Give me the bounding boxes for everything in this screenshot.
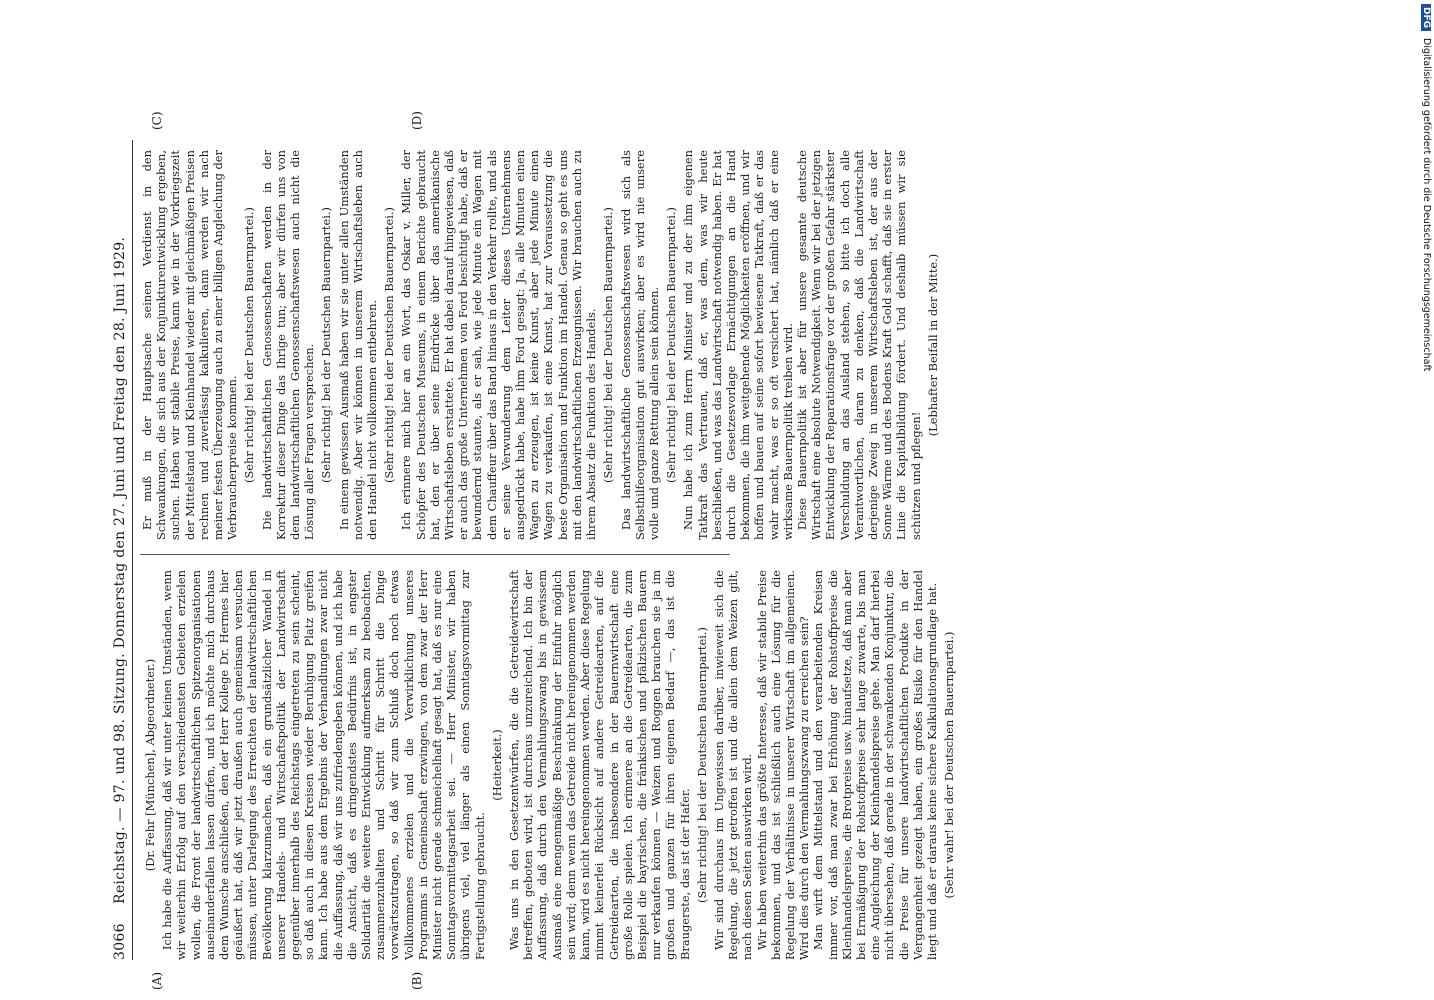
interjection: (Heiterkeit.) xyxy=(489,729,504,801)
paragraph: Wir haben weiterhin das größte Interesse, daß wir stabile Preise bekommen, und das ist schließlich auch eine Lösung für die Regelung der Verhältnisse in unserer Wirtschaft im allgemeinen. Wird dies durch den Vermahlungszwang zu erreichen sein? xyxy=(754,570,812,960)
page-number: 3066 xyxy=(112,923,128,960)
dfg-logo: DFG xyxy=(1421,4,1431,31)
interjection: (Sehr richtig! bei der Deutschen Bauernpartei.) xyxy=(382,207,397,483)
page-title: Reichstag. — 97. und 98. Sitzung. Donnerstag den 27. Juni und Freitag den 28. Juni 1929. xyxy=(112,236,128,904)
paragraph: Ich erinnere mich hier an ein Wort, das Oskar v. Miller, der Schöpfer des Deutschen Museums, in einem Berichte gebraucht hat, den er über seine Eindrücke über das amerikanische Wirtschaftsleben erstattete. Er hat dabei darauf hingewiesen, daß er auch das große Unternehmen von Ford besichtigt habe, daß er bewundernd staunte, als er sah, wie jede Minute ein Wagen mit dem Chauffeur über das Band hinaus in den Verkehr rollte, und als er seine Verwunderung dem Leiter dieses Unternehmens ausgedrückt habe, habe ihm Ford gesagt: Ja, alle Minuten einen Wagen zu erzeugen, ist keine Kunst, aber jede Minute einen Wagen zu verkaufen, ist eine Kunst, hat zur Voraussetzung die beste Organisation und Funktion im Handel. Genau so geht es uns mit den landwirtschaftlichen Erzeugnissen. Wir brauchen auch zu ihrem Absatz die Funktion des Handels. xyxy=(399,150,599,540)
margin-marker-d: (D) xyxy=(410,111,424,130)
paragraph: In einem gewissen Ausmaß haben wir sie unter allen Umständen notwendig. Aber wir können in unserem Wirtschaftsleben auch den Handel nicht vollkommen entbehren. xyxy=(336,150,380,540)
interjection: (Sehr richtig! bei der Deutschen Bauernpartei.) xyxy=(664,207,679,483)
margin-marker-a: (A) xyxy=(150,971,164,990)
paragraph: Nun habe ich zum Herrn Minister und zu der ihm eigenen Tatkraft das Vertrauen, daß er, was dem, was wir heute beschließen, und was das Landwirtschaft notwendig haben. Er hat durch die Gesetzesvorlage Ermächtigungen an die Hand bekommen, die ihm weitgehende Möglichkeiten eröffnen, und wir hoffen und bauen auf seine sofort bewiesene Tatkraft, daß er das wahr macht, was er so oft versichert hat, nämlich daß er eine wirksame Bauernpolitik treiben wird. xyxy=(681,150,795,540)
interjection: (Sehr wahr! bei der Deutschen Bauernpartei.) xyxy=(942,631,957,899)
paragraph: Man wirft dem Mittelstand und den verarbeitenden Kreisen immer vor, daß man zwar bei Erhöhung der Rohstoffpreise die Kleinhandelspreise, die Brotpreise usw. hinaufsetze, daß man aber bei Ermäßigung der Rohstoffpreise sehr lange zuwarte, bis man eine Angleichung der Kleinhandelspreise gehe. Man darf hierbei nicht übersehen, daß gerade in der schwankenden Konjunktur, die die Preise für unsere landwirtschaftlichen Produkte in der Vergangenheit gezeigt haben, ein großes Risiko für den Handel liegt und daß er daraus keine sichere Kalkulationsgrundlage hat. xyxy=(811,570,939,960)
credit-text: Digitalisierung gefördert durch die Deutsche Forschungsgemeinschaft xyxy=(1421,38,1432,372)
paragraph: Diese Bauernpolitik ist aber für unsere gesamte deutsche Wirtschaft eine absolute Notwendigkeit. Wenn wir bei der jetzigen Entwicklung der Reparationsfrage vor der großen Gefahr stärkster Verschuldung an das Ausland stehen, so bitte ich doch alle Verantwortlichen, daran zu denken, daß die Landwirtschaft derjenige Zweig in unserem Wirtschaftsleben ist, der aus der Sonne Wärme und des Bodens Kraft Gold schafft, daß sie in erster Linie die Kapitalbildung fördert. Und deshalb müssen wir sie schützen und pflegen! xyxy=(794,150,923,540)
paragraph: Das landwirtschaftliche Genossenschaftswesen wird sich als Selbsthilfeorganisation gut auswirken; aber es wird nie unsere volle und ganze Rettung allein sein können. xyxy=(618,150,661,540)
newspaper-page xyxy=(110,111,957,990)
right-column xyxy=(140,150,943,540)
digitization-credit xyxy=(1414,4,1432,984)
paragraph: Die landwirtschaftlichen Genossenschaften werden in der Korrektur dieser Dinge das Ihrige tun; aber wir dürfen uns von dem landwirtschaftlichen Genossenschaftswesen auch nicht die Lösung aller Fragen versprechen. xyxy=(259,150,317,540)
interjection: (Sehr richtig! bei der Deutschen Bauernpartei.) xyxy=(694,627,709,903)
speaker-line: (Dr. Fehr [München], Abgeordneter.) xyxy=(143,658,157,872)
interjection: (Sehr richtig! bei der Deutschen Bauernpartei.) xyxy=(319,207,334,483)
page-header xyxy=(110,140,133,960)
paragraph: Er muß in der Hauptsache seinen Verdienst in den Schwankungen, die sich aus der Konjunkturentwicklung ergeben, suchen. Haben wir stabile Preise, kann wie in der Vorkriegszeit der Mittelstand und Kleinhandel wieder mit gleichmäßigen Preisen rechnen und zuverlässig kalkulieren, dann werden wir nach meiner festen Überzeugung auch zu einer billigen Angleichung der Verbraucherpreise kommen. xyxy=(140,150,240,540)
interjection: (Sehr richtig! bei der Deutschen Bauernpartei.) xyxy=(601,207,616,483)
scanned-page xyxy=(110,111,957,990)
paragraph: Ich habe die Auffassung, daß wir unter keinen Umständen, wenn wir weiterhin Erfolg auf den verschiedensten Gebieten erzielen wollen, die Front der landwirtschaftlichen Spitzenorganisationen auseinanderfallen lassen dürfen, und ich möchte mich durchaus dem Wunsche anschließen, den der Herr Kollege Dr. Hermes hier geäußert hat, daß wir jetzt draußen auch gemeinsam versuchen müssen, unter Darlegung des Erreichten der landwirtschaftlichen Bevölkerung klarzumachen, daß ein grundsätzlicher Wandel in unserer Handels- und Wirtschaftspolitik der Landwirtschaft gegenüber innerhalb des Reichstags eingetreten zu sein scheint, so daß auch in diesen Kreisen wieder Beruhigung Platz greifen kann. Ich habe aus dem Ergebnis der Verhandlungen zwar nicht die Auffassung, daß wir uns zufriedengeben können, und ich habe die Ansicht, daß es dringendstes Bedürfnis ist, in engster Solidarität die weitere Entwicklung aufmerksam zu beobachten, zusammenzuhalten und Schritt für Schritt die Dinge vorwärtszutragen, so daß wir zum Schluß doch noch etwas Vollkommenes erzielen und die Verwirklichung unseres Programms in Gemeinschaft erzwingen, von dem zwar der Herr Minister nicht gerade schmeichelhaft gesagt hat, daß es nur eine Sonntagsvormittagsarbeit sei. — Herr Minister, wir haben übrigens viel, viel länger als einen Sonntagsvormittag zur Fertigstellung gebraucht. xyxy=(160,570,487,960)
margin-marker-c: (C) xyxy=(150,111,164,130)
interjection: (Lebhafter Beifall in der Mitte.) xyxy=(925,253,940,437)
left-column xyxy=(140,570,959,960)
paragraph: Was uns in den Gesetzentwürfen, die die Getreidewirtschaft betreffen, geboten wird, ist durchaus unzureichend. Ich bin der Auffassung, daß durch den Vermahlungszwang bis in gewissem Ausmaß eine mengenmäßige Beschränkung der Einfuhr möglich sein wird; denn wenn das Getreide nicht hereingenommen werden kann, wird es nicht hereingenommen werden. Aber diese Regelung nimmt keinerlei Rücksicht auf andere Getreidearten, auf die Getreidearten, die insbesondere in der Bauernwirtschaft eine große Rolle spielen. Ich erinnere an die Getreidearten, die zum Beispiel die bayrischen, die fränkischen und pfälzischen Bauern nur verkaufen können — Weizen und Roggen brauchen sie ja im großen und ganzen für ihren eigenen Bedarf —, das ist die Braugerste, das ist der Hafer. xyxy=(507,570,692,960)
paragraph: Wir sind durchaus im Ungewissen darüber, inwieweit sich die Regelung, die jetzt getroffen ist und die allein dem Weizen gilt, nach diesen Seiten auswirken wird. xyxy=(711,570,755,960)
column-divider xyxy=(140,554,730,555)
margin-marker-b: (B) xyxy=(410,971,424,990)
interjection: (Sehr richtig! bei der Deutschen Bauernpartei.) xyxy=(242,207,257,483)
